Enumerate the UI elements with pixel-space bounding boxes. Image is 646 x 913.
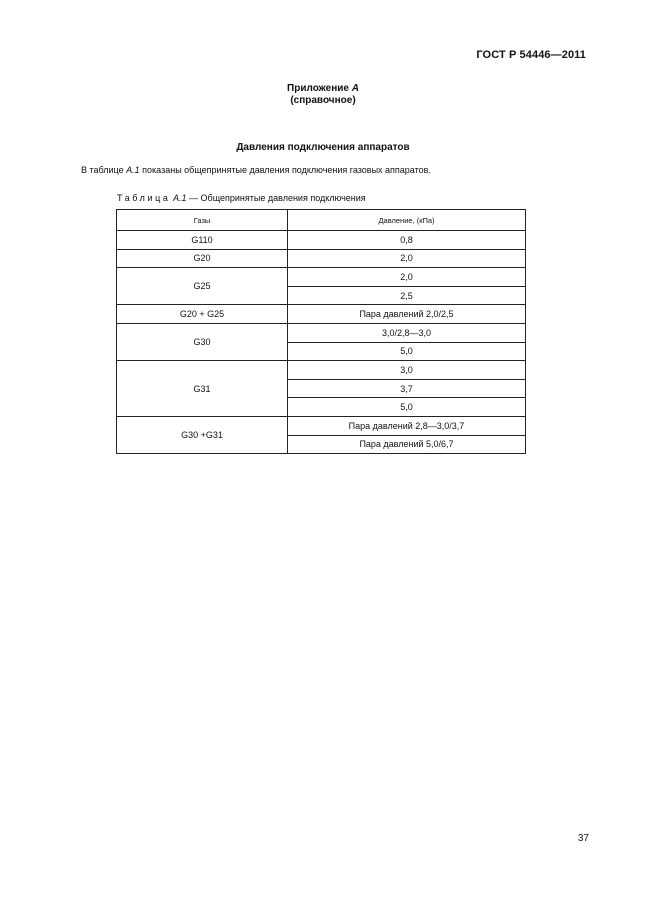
table-row	[117, 305, 526, 324]
intro-paragraph	[81, 165, 431, 175]
document-code: ГОСТ Р 54446—2011	[476, 49, 586, 61]
section-title: Давления подключения аппаратов	[236, 142, 410, 153]
table-body	[117, 231, 526, 454]
pressure-cell: 2,0	[288, 249, 526, 268]
intro-after: показаны общепринятые давления подключения газовых аппаратов.	[142, 165, 431, 175]
annex-title-prefix: Приложение	[287, 83, 349, 94]
intro-before: В таблице	[81, 165, 124, 175]
table-caption-text: — Общепринятые давления подключения	[189, 193, 366, 203]
annex-title-letter: А	[351, 83, 359, 94]
annex-title	[0, 83, 646, 95]
pressure-cell: 2,5	[288, 286, 526, 305]
table-row	[117, 231, 526, 250]
pressure-cell: 3,0/2,8—3,0	[288, 323, 526, 342]
page-number: 37	[577, 833, 589, 844]
header-pressure: Давление, (кПа)	[288, 210, 526, 231]
pressure-cell: 3,0	[288, 361, 526, 380]
intro-table-ref: А.1	[126, 165, 140, 175]
gas-cell: G31	[117, 361, 288, 417]
pressure-cell: 3,7	[288, 379, 526, 398]
gas-cell: G20	[117, 249, 288, 268]
table-caption	[117, 193, 366, 203]
table-row	[117, 361, 526, 380]
table-caption-ref: А.1	[173, 193, 187, 203]
pressure-cell: Пара давлений 2,0/2,5	[288, 305, 526, 324]
gas-cell: G30 +G31	[117, 416, 288, 453]
table-row	[117, 249, 526, 268]
pressure-table	[116, 209, 526, 454]
pressure-cell: 2,0	[288, 268, 526, 287]
gas-cell: G30	[117, 323, 288, 360]
table-caption-word: Таблица	[117, 193, 171, 203]
annex-subtitle: (справочное)	[290, 95, 356, 106]
table-row	[117, 323, 526, 342]
pressure-cell: 5,0	[288, 398, 526, 417]
header-gas: Газы	[117, 210, 288, 231]
gas-cell: G20 + G25	[117, 305, 288, 324]
table-row	[117, 268, 526, 287]
table-row	[117, 416, 526, 435]
gas-cell: G25	[117, 268, 288, 305]
pressure-cell: 0,8	[288, 231, 526, 250]
gas-cell: G110	[117, 231, 288, 250]
pressure-cell: Пара давлений 5,0/6,7	[288, 435, 526, 454]
pressure-cell: Пара давлений 2,8—3,0/3,7	[288, 416, 526, 435]
table-header-row	[117, 210, 526, 231]
pressure-cell: 5,0	[288, 342, 526, 361]
